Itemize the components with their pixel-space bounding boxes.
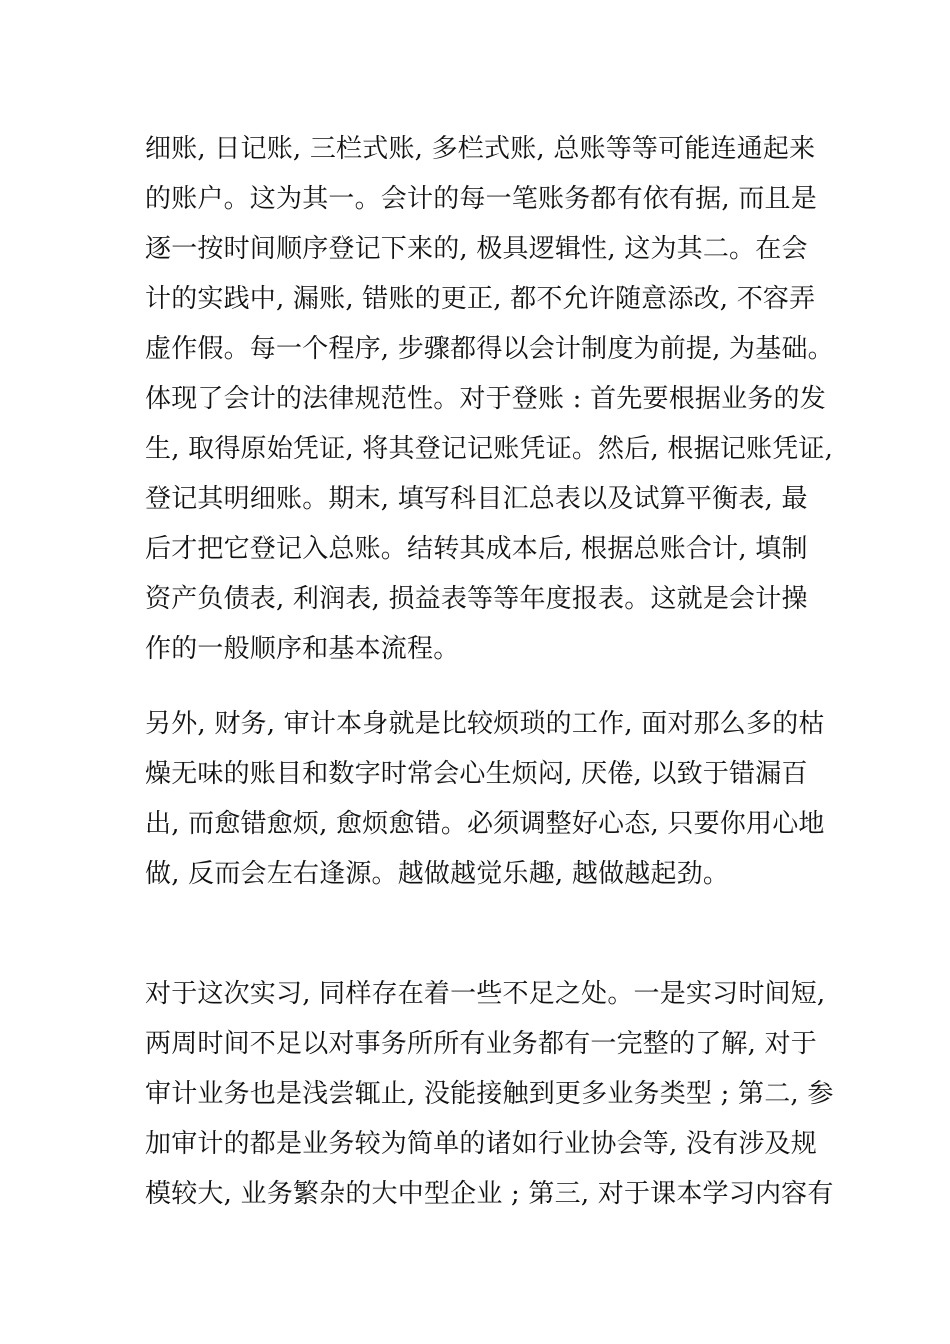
text-line: 计的实践中, 漏账, 错账的更正, 都不允许随意添改, 不容弄 bbox=[145, 284, 816, 314]
paragraph-accounting-process bbox=[145, 124, 834, 674]
text-line: 另外, 财务, 审计本身就是比较烦琐的工作, 面对那么多的枯 bbox=[145, 709, 825, 739]
paragraph-shortcomings bbox=[145, 969, 834, 1219]
text-line: 作的一般顺序和基本流程。 bbox=[145, 634, 460, 664]
text-line: 对于这次实习, 同样存在着一些不足之处。一是实习时间短, bbox=[145, 979, 826, 1009]
text-line: 资产负债表, 利润表, 损益表等等年度报表。这就是会计操 bbox=[145, 584, 808, 614]
text-line: 出, 而愈错愈烦, 愈烦愈错。必须调整好心态, 只要你用心地 bbox=[145, 809, 825, 839]
text-line: 登记其明细账。期末, 填写科目汇总表以及试算平衡表, 最 bbox=[145, 484, 808, 514]
text-line: 加审计的都是业务较为简单的诸如行业协会等, 没有涉及规 bbox=[145, 1129, 817, 1159]
text-line: 逐一按时间顺序登记下来的, 极具逻辑性, 这为其二。在会 bbox=[145, 234, 808, 264]
text-line: 两周时间不足以对事务所所有业务都有一完整的了解, 对于 bbox=[145, 1029, 817, 1059]
text-line: 生, 取得原始凭证, 将其登记记账凭证。然后, 根据记账凭证, bbox=[145, 434, 834, 464]
text-line: 的账户。这为其一。会计的每一笔账务都有依有据, 而且是 bbox=[145, 184, 817, 214]
text-line: 燥无味的账目和数字时常会心生烦闷, 厌倦, 以致于错漏百 bbox=[145, 759, 808, 789]
text-line: 后才把它登记入总账。结转其成本后, 根据总账合计, 填制 bbox=[145, 534, 808, 564]
paragraph-mindset bbox=[145, 699, 825, 899]
text-line: 审计业务也是浅尝辄止, 没能接触到更多业务类型 ; 第二, 参 bbox=[145, 1079, 834, 1109]
text-line: 细账, 日记账, 三栏式账, 多栏式账, 总账等等可能连通起来 bbox=[145, 134, 816, 164]
text-line: 模较大, 业务繁杂的大中型企业 ; 第三, 对于课本学习内容有 bbox=[145, 1179, 834, 1209]
text-line: 虚作假。每一个程序, 步骤都得以会计制度为前提, 为基础。 bbox=[145, 334, 834, 364]
text-line: 体现了会计的法律规范性。对于登账 : 首先要根据业务的发 bbox=[145, 384, 826, 414]
text-line: 做, 反而会左右逢源。越做越觉乐趣, 越做越起劲。 bbox=[145, 859, 730, 889]
